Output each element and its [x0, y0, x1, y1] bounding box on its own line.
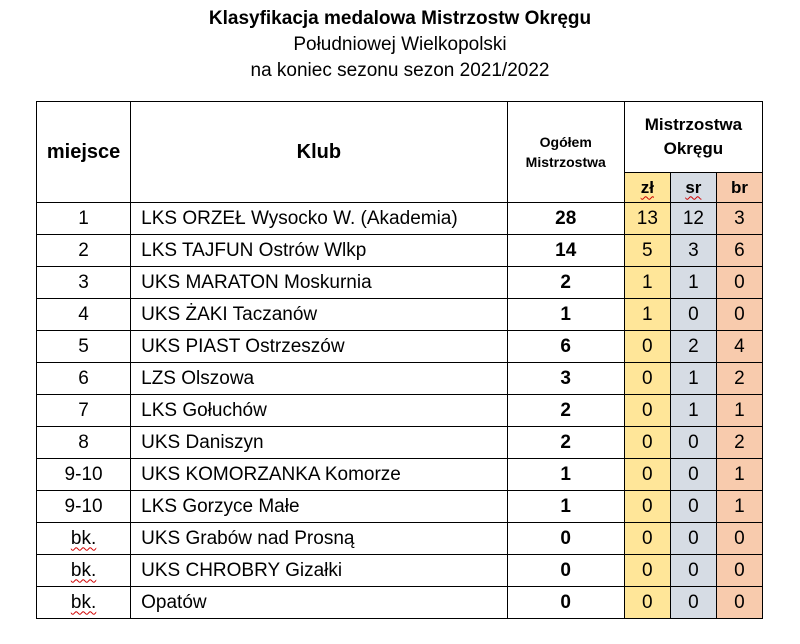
bronze-cell: 0: [716, 299, 762, 331]
table-row: [37, 459, 763, 491]
gold-cell: 0: [624, 523, 670, 555]
club-cell: UKS Grabów nad Prosną: [131, 523, 508, 555]
gold-cell: 1: [624, 299, 670, 331]
total-cell: 3: [507, 363, 624, 395]
bronze-cell: 2: [716, 363, 762, 395]
club-cell: UKS Daniszyn: [131, 427, 508, 459]
total-cell: 1: [507, 491, 624, 523]
place-cell: bk.: [37, 587, 131, 619]
medal-table: [36, 101, 763, 619]
club-cell: LKS Gorzyce Małe: [131, 491, 508, 523]
table-row: [37, 555, 763, 587]
bronze-cell: 2: [716, 427, 762, 459]
place-cell: 4: [37, 299, 131, 331]
silver-cell: 1: [670, 363, 716, 395]
place-cell: 7: [37, 395, 131, 427]
silver-cell: 1: [670, 395, 716, 427]
club-cell: LKS TAJFUN Ostrów Wlkp: [131, 235, 508, 267]
header-championship-line1: Mistrzostwa: [644, 115, 743, 134]
total-cell: 2: [507, 427, 624, 459]
header-total: [507, 102, 624, 203]
gold-cell: 0: [624, 331, 670, 363]
header-total-line1: Ogółem: [539, 134, 592, 150]
place-cell: 5: [37, 331, 131, 363]
total-cell: 2: [507, 395, 624, 427]
total-cell: 0: [507, 587, 624, 619]
place-cell: bk.: [37, 555, 131, 587]
silver-cell: 0: [670, 523, 716, 555]
gold-cell: 0: [624, 427, 670, 459]
place-cell: 3: [37, 267, 131, 299]
gold-cell: 0: [624, 491, 670, 523]
header-club: Klub: [131, 102, 508, 203]
header-total-line2: Mistrzostwa: [525, 154, 606, 170]
place-cell: 1: [37, 203, 131, 235]
club-cell: UKS KOMORZANKA Komorze: [131, 459, 508, 491]
bronze-cell: 1: [716, 459, 762, 491]
table-row: [37, 235, 763, 267]
bronze-cell: 4: [716, 331, 762, 363]
total-cell: 2: [507, 267, 624, 299]
club-cell: UKS CHROBRY Gizałki: [131, 555, 508, 587]
silver-cell: 3: [670, 235, 716, 267]
bronze-cell: 0: [716, 267, 762, 299]
place-cell: bk.: [37, 523, 131, 555]
gold-cell: 0: [624, 555, 670, 587]
club-cell: UKS PIAST Ostrzeszów: [131, 331, 508, 363]
club-cell: UKS ŻAKI Taczanów: [131, 299, 508, 331]
place-cell: 8: [37, 427, 131, 459]
header-championship: [624, 102, 762, 173]
title-line-2: Południowej Wielkopolski: [293, 34, 507, 55]
silver-cell: 0: [670, 587, 716, 619]
bronze-cell: 3: [716, 203, 762, 235]
silver-cell: 2: [670, 331, 716, 363]
table-body: [37, 203, 763, 619]
table-row: [37, 331, 763, 363]
gold-cell: 0: [624, 459, 670, 491]
total-cell: 6: [507, 331, 624, 363]
place-cell: 6: [37, 363, 131, 395]
club-cell: UKS MARATON Moskurnia: [131, 267, 508, 299]
gold-cell: 0: [624, 395, 670, 427]
gold-cell: 0: [624, 363, 670, 395]
place-cell: 9-10: [37, 459, 131, 491]
document-title: [0, 6, 800, 84]
table-row: [37, 363, 763, 395]
gold-cell: 1: [624, 267, 670, 299]
bronze-cell: 0: [716, 587, 762, 619]
header-championship-line2: Okręgu: [663, 139, 724, 158]
title-line-1: Klasyfikacja medalowa Mistrzostw Okręgu: [208, 8, 592, 29]
table-row: [37, 299, 763, 331]
table-row: [37, 395, 763, 427]
bronze-cell: 1: [716, 491, 762, 523]
total-cell: 14: [507, 235, 624, 267]
gold-cell: 13: [624, 203, 670, 235]
silver-cell: 0: [670, 555, 716, 587]
bronze-cell: 0: [716, 523, 762, 555]
bronze-cell: 6: [716, 235, 762, 267]
silver-cell: 12: [670, 203, 716, 235]
silver-cell: 1: [670, 267, 716, 299]
gold-cell: 0: [624, 587, 670, 619]
club-cell: LKS Gołuchów: [131, 395, 508, 427]
bronze-cell: 0: [716, 555, 762, 587]
silver-cell: 0: [670, 491, 716, 523]
table-row: [37, 427, 763, 459]
club-cell: Opatów: [131, 587, 508, 619]
header-bronze: br: [716, 173, 762, 203]
silver-cell: 0: [670, 459, 716, 491]
header-gold: zł: [624, 173, 670, 203]
silver-cell: 0: [670, 299, 716, 331]
table-row: [37, 587, 763, 619]
place-cell: 2: [37, 235, 131, 267]
header-silver: sr: [670, 173, 716, 203]
total-cell: 0: [507, 555, 624, 587]
table-row: [37, 491, 763, 523]
total-cell: 28: [507, 203, 624, 235]
title-line-3: na koniec sezonu sezon 2021/2022: [250, 60, 550, 81]
silver-cell: 0: [670, 427, 716, 459]
table-row: [37, 203, 763, 235]
total-cell: 1: [507, 459, 624, 491]
club-cell: LZS Olszowa: [131, 363, 508, 395]
club-cell: LKS ORZEŁ Wysocko W. (Akademia): [131, 203, 508, 235]
table-row: [37, 267, 763, 299]
bronze-cell: 1: [716, 395, 762, 427]
total-cell: 0: [507, 523, 624, 555]
total-cell: 1: [507, 299, 624, 331]
table-row: [37, 523, 763, 555]
header-place: miejsce: [37, 102, 131, 203]
gold-cell: 5: [624, 235, 670, 267]
place-cell: 9-10: [37, 491, 131, 523]
